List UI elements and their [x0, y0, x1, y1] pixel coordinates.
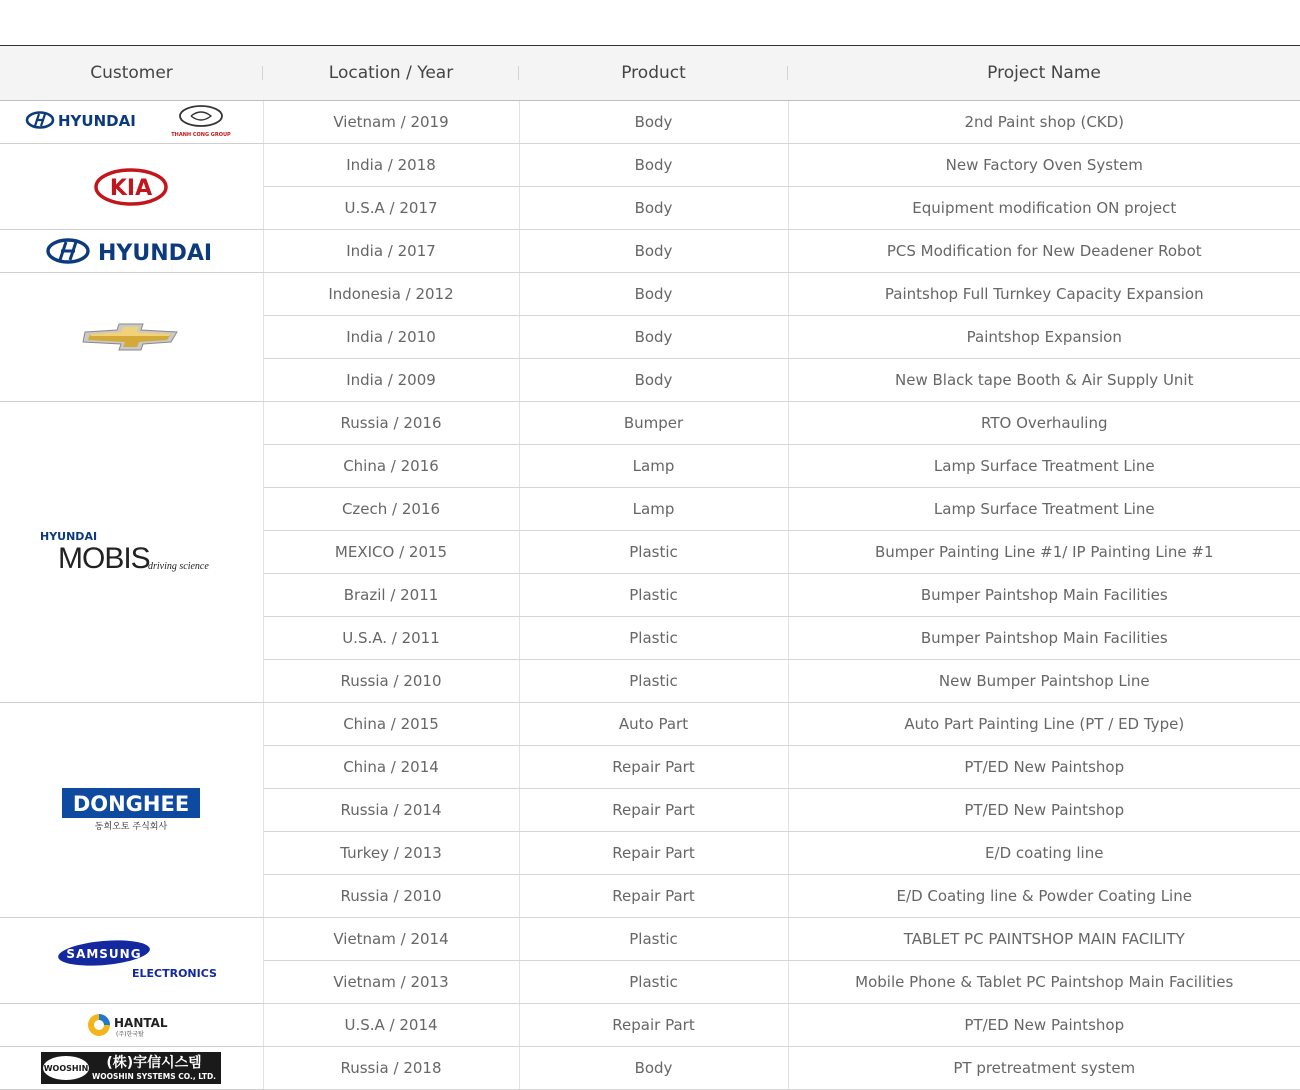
cell-project: PT/ED New Paintshop [788, 746, 1300, 789]
cell-project: E/D Coating line & Powder Coating Line [788, 875, 1300, 918]
hyundai-mobis-logo [36, 528, 226, 576]
svg-text:ELECTRONICS: ELECTRONICS [132, 966, 218, 980]
cell-project: Auto Part Painting Line (PT / ED Type) [788, 703, 1300, 746]
cell-project: Mobile Phone & Tablet PC Paintshop Main Facilities [788, 961, 1300, 1004]
cell-location: India / 2017 [263, 230, 519, 273]
cell-location: China / 2015 [263, 703, 519, 746]
svg-text:HYUNDAI: HYUNDAI [58, 112, 137, 130]
cell-product: Repair Part [519, 1004, 788, 1047]
cell-product: Plastic [519, 617, 788, 660]
hantal-logo [86, 1010, 176, 1040]
table-header-row [0, 46, 1300, 101]
cell-location: U.S.A. / 2011 [263, 617, 519, 660]
svg-text:(주)한국탈: (주)한국탈 [116, 1031, 145, 1038]
cell-project: 2nd Paint shop (CKD) [788, 101, 1300, 144]
cell-project: Lamp Surface Treatment Line [788, 445, 1300, 488]
svg-text:(株)宇信시스템: (株)宇信시스템 [106, 1055, 202, 1071]
cell-location: Vietnam / 2014 [263, 918, 519, 961]
cell-project: Equipment modification ON project [788, 187, 1300, 230]
cell-product: Auto Part [519, 703, 788, 746]
cell-project: E/D coating line [788, 832, 1300, 875]
wooshin-systems-logo [40, 1051, 222, 1085]
cell-product: Bumper [519, 402, 788, 445]
table-row [0, 703, 1300, 746]
header-location-year: Location / Year [263, 46, 519, 101]
customer-logo-donghee [0, 703, 263, 918]
customer-logo-hantal [0, 1004, 263, 1047]
donghee-logo [61, 787, 201, 833]
table-row [0, 1004, 1300, 1047]
customer-logo-hyundai [0, 230, 263, 273]
cell-product: Repair Part [519, 875, 788, 918]
hyundai-logo [46, 236, 216, 266]
svg-text:WOOSHIN: WOOSHIN [43, 1064, 89, 1073]
cell-location: Indonesia / 2012 [263, 273, 519, 316]
cell-project: Bumper Painting Line #1/ IP Painting Line #1 [788, 531, 1300, 574]
customer-logo-samsung [0, 918, 263, 1004]
table-row [0, 144, 1300, 187]
svg-text:HANTAL: HANTAL [114, 1016, 168, 1030]
cell-project: New Black tape Booth & Air Supply Unit [788, 359, 1300, 402]
cell-project: PCS Modification for New Deadener Robot [788, 230, 1300, 273]
cell-product: Plastic [519, 531, 788, 574]
chevrolet-bowtie-icon [81, 322, 181, 352]
svg-text:WOOSHIN SYSTEMS CO., LTD.: WOOSHIN SYSTEMS CO., LTD. [92, 1072, 217, 1081]
cell-product: Repair Part [519, 746, 788, 789]
cell-product: Body [519, 359, 788, 402]
cell-location: Russia / 2016 [263, 402, 519, 445]
cell-location: China / 2016 [263, 445, 519, 488]
cell-location: Russia / 2014 [263, 789, 519, 832]
cell-product: Body [519, 230, 788, 273]
cell-product: Body [519, 316, 788, 359]
cell-location: U.S.A / 2017 [263, 187, 519, 230]
svg-text:driving science: driving science [148, 561, 210, 572]
cell-location: India / 2018 [263, 144, 519, 187]
cell-project: Bumper Paintshop Main Facilities [788, 617, 1300, 660]
cell-product: Repair Part [519, 832, 788, 875]
cell-product: Body [519, 273, 788, 316]
samsung-electronics-logo [56, 939, 218, 983]
cell-project: Paintshop Full Turnkey Capacity Expansion [788, 273, 1300, 316]
cell-location: Czech / 2016 [263, 488, 519, 531]
cell-location: Russia / 2010 [263, 875, 519, 918]
cell-product: Plastic [519, 574, 788, 617]
cell-location: MEXICO / 2015 [263, 531, 519, 574]
customer-logo-hyundai-mobis [0, 402, 263, 703]
cell-location: Brazil / 2011 [263, 574, 519, 617]
svg-text:동희오토 주식회사: 동희오토 주식회사 [95, 822, 168, 832]
cell-product: Plastic [519, 660, 788, 703]
table-row [0, 273, 1300, 316]
customer-logo-hyundai-thanhcong [0, 101, 263, 144]
cell-location: Russia / 2018 [263, 1047, 519, 1090]
header-customer: Customer [0, 46, 263, 101]
svg-text:THANH CONG GROUP: THANH CONG GROUP [171, 132, 231, 138]
project-reference-table [0, 45, 1300, 1090]
cell-location: China / 2014 [263, 746, 519, 789]
cell-location: Vietnam / 2013 [263, 961, 519, 1004]
cell-project: New Bumper Paintshop Line [788, 660, 1300, 703]
cell-project: RTO Overhauling [788, 402, 1300, 445]
table-row [0, 230, 1300, 273]
cell-project: Bumper Paintshop Main Facilities [788, 574, 1300, 617]
cell-product: Body [519, 1047, 788, 1090]
cell-location: India / 2009 [263, 359, 519, 402]
cell-project: PT pretreatment system [788, 1047, 1300, 1090]
cell-product: Plastic [519, 961, 788, 1004]
cell-product: Body [519, 144, 788, 187]
cell-product: Repair Part [519, 789, 788, 832]
cell-location: Vietnam / 2019 [263, 101, 519, 144]
top-spacer [0, 0, 1300, 45]
cell-location: India / 2010 [263, 316, 519, 359]
hyundai-thanhcong-logo [26, 104, 236, 140]
customer-logo-wooshin [0, 1047, 263, 1090]
cell-project: Lamp Surface Treatment Line [788, 488, 1300, 531]
customer-logo-kia [0, 144, 263, 230]
cell-project: New Factory Oven System [788, 144, 1300, 187]
svg-text:DONGHEE: DONGHEE [73, 792, 190, 816]
cell-location: Russia / 2010 [263, 660, 519, 703]
header-project-name: Project Name [788, 46, 1300, 101]
table-row [0, 402, 1300, 445]
cell-project: PT/ED New Paintshop [788, 1004, 1300, 1047]
cell-product: Lamp [519, 445, 788, 488]
table-row [0, 101, 1300, 144]
cell-project: TABLET PC PAINTSHOP MAIN FACILITY [788, 918, 1300, 961]
cell-product: Body [519, 187, 788, 230]
cell-location: Turkey / 2013 [263, 832, 519, 875]
cell-product: Plastic [519, 918, 788, 961]
cell-product: Body [519, 101, 788, 144]
cell-product: Lamp [519, 488, 788, 531]
svg-text:HYUNDAI: HYUNDAI [98, 241, 213, 266]
cell-project: PT/ED New Paintshop [788, 789, 1300, 832]
cell-project: Paintshop Expansion [788, 316, 1300, 359]
cell-location: U.S.A / 2014 [263, 1004, 519, 1047]
table-row [0, 1047, 1300, 1090]
customer-logo-chevrolet [0, 273, 263, 402]
svg-text:SAMSUNG: SAMSUNG [66, 946, 142, 961]
svg-text:HYUNDAI: HYUNDAI [40, 530, 98, 543]
header-product: Product [519, 46, 788, 101]
svg-text:MOBIS: MOBIS [58, 542, 150, 575]
svg-text:KIA: KIA [110, 175, 153, 201]
kia-logo [93, 167, 169, 207]
table-row [0, 918, 1300, 961]
